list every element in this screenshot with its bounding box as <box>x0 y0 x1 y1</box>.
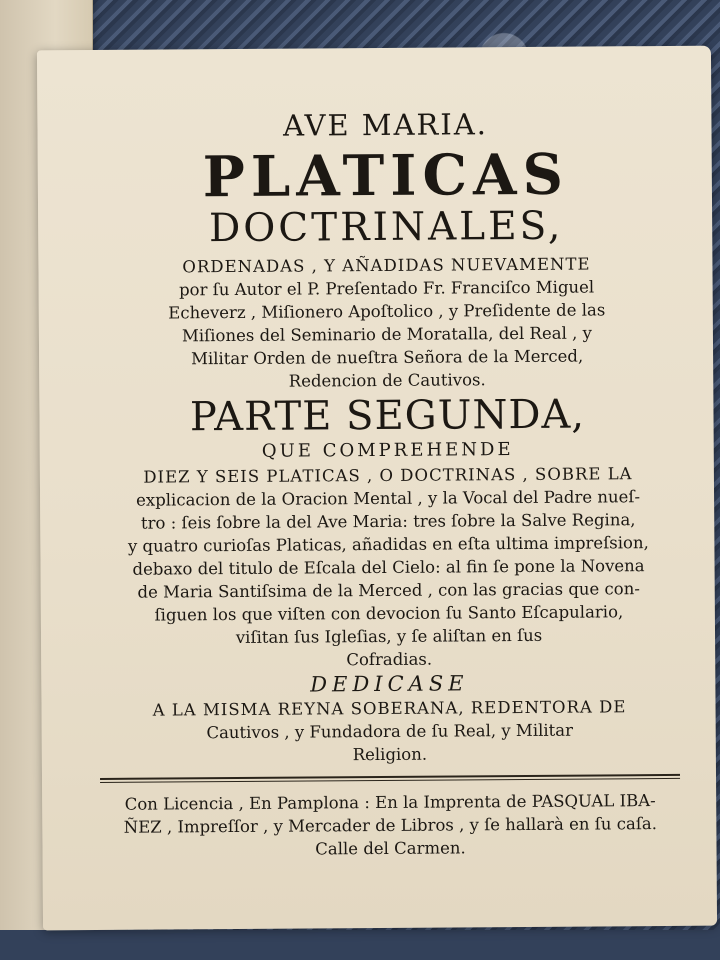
contents-line: y quatro curioſas Platicas, añadidas en eſta ultima impreſsion, <box>127 533 649 556</box>
dedicase-heading: DEDICASE <box>310 671 469 697</box>
dedication-line: Cautivos , y Fundadora de ſu Real, y Militar <box>206 720 574 743</box>
imprint-line: Calle del Carmen. <box>315 838 466 859</box>
intro-line: Echeverz , Miſionero Apoſtolico , y Preſidente de las <box>168 300 606 323</box>
title-page-text <box>95 106 680 862</box>
contents-line: explicacion de la Oracion Mental , y la Vocal del Padre nueſ- <box>136 487 641 510</box>
intro-line: Miſiones del Seminario de Moratalla, del Real , y <box>181 323 592 346</box>
contents-line: Cofradias. <box>346 649 433 670</box>
imprint-line: ÑEZ , Impreſſor , y Mercader de Libros , y ſe hallarà en ſu caſa. <box>123 814 658 837</box>
imprint-paragraph <box>100 789 680 862</box>
intro-line: Redencion de Cautivos. <box>288 370 486 391</box>
contents-line: de Maria Santiſsima de la Merced , con las gracias que con- <box>137 579 640 602</box>
intro-line: Militar Orden de nueſtra Señora de la Merced, <box>190 346 584 369</box>
contents-paragraph <box>98 462 679 673</box>
dedication-line: A LA MISMA REYNA SOBERANA, REDENTORA DE <box>152 697 627 720</box>
parte-segunda-heading: PARTE SEGUNDA, <box>189 391 586 441</box>
dedication-paragraph <box>99 695 679 768</box>
contents-line: debaxo del titulo de Eſcala del Cielo: al fin ſe pone la Novena <box>132 556 645 579</box>
doctrinales-title: DOCTRINALES, <box>208 203 564 252</box>
contents-line: DIEZ Y SEIS PLATICAS , O DOCTRINAS , SOBRE LA <box>143 464 633 487</box>
author-paragraph <box>96 252 677 394</box>
imprint-line: Con Licencia , En Pamplona : En la Imprenta de PASQUAL IBA- <box>124 791 656 814</box>
contents-line: ſiguen los que viſten con devocion ſu Santo Eſcapulario, <box>154 602 624 625</box>
dedication-line: Religion. <box>352 744 428 765</box>
ave-maria-heading: AVE MARIA. <box>282 107 489 143</box>
platicas-title: PLATICAS <box>202 141 570 211</box>
fabric-bottom <box>0 930 720 960</box>
comprehende-subheading: QUE COMPREHENDE <box>261 439 514 462</box>
intro-line: ORDENADAS , Y AÑADIDAS NUEVAMENTE <box>182 254 591 277</box>
contents-line: viſitan ſus Igleſias, y ſe aliſtan en ſus <box>235 625 543 647</box>
intro-line: por ſu Autor el P. Preſentado Fr. Franciſco Miguel <box>178 277 595 300</box>
title-page <box>37 46 717 931</box>
contents-line: tro : ſeis ſobre la del Ave Maria: tres ſobre la Salve Regina, <box>140 510 636 533</box>
horizontal-rule <box>100 774 680 783</box>
